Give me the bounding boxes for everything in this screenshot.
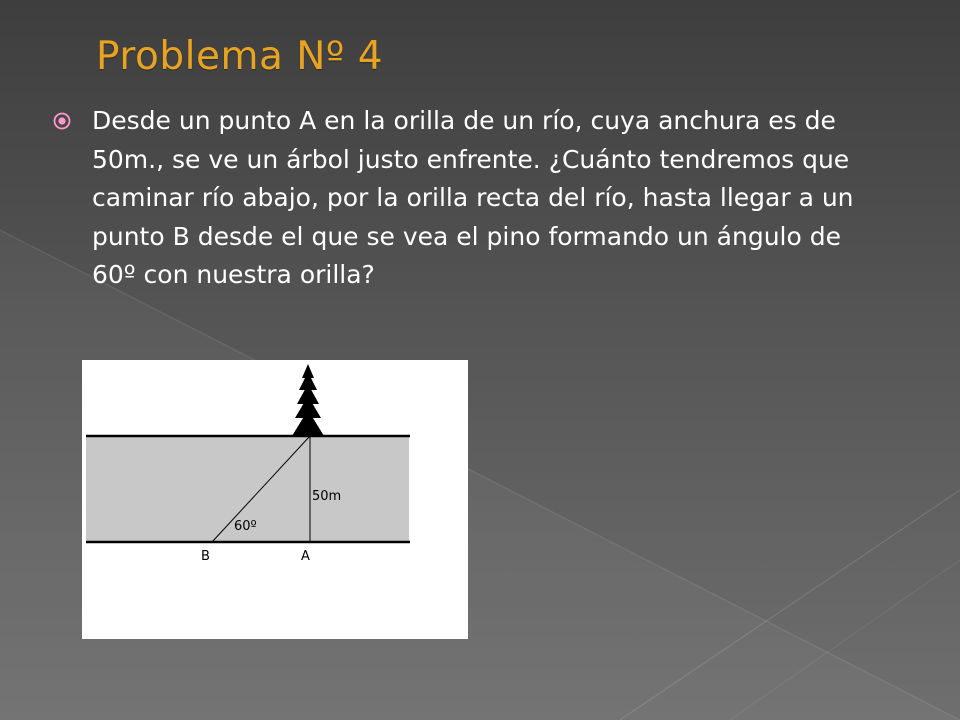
- width-label: 50m: [312, 489, 342, 504]
- point-a-label: A: [301, 549, 310, 564]
- angle-label: 60º: [234, 519, 257, 534]
- radio-bullet-icon: [52, 111, 72, 131]
- slide-title: Problema Nº 4: [96, 34, 384, 79]
- diagram-canvas: [82, 360, 468, 639]
- pine-tree-icon: [292, 364, 324, 436]
- problem-statement: Desde un punto A en la orilla de un río, cuya anchura es de 50m., se ve un árbol justo enfrente. ¿Cuánto tendremos que caminar río abajo, por la orilla recta del río, hasta llegar a un punto B desde el que se vea el pino formando un ángulo de 60º con nuestra orilla?: [92, 106, 854, 289]
- bullet-item: [52, 102, 892, 295]
- point-b-label: B: [201, 549, 210, 564]
- river-diagram: [82, 360, 468, 639]
